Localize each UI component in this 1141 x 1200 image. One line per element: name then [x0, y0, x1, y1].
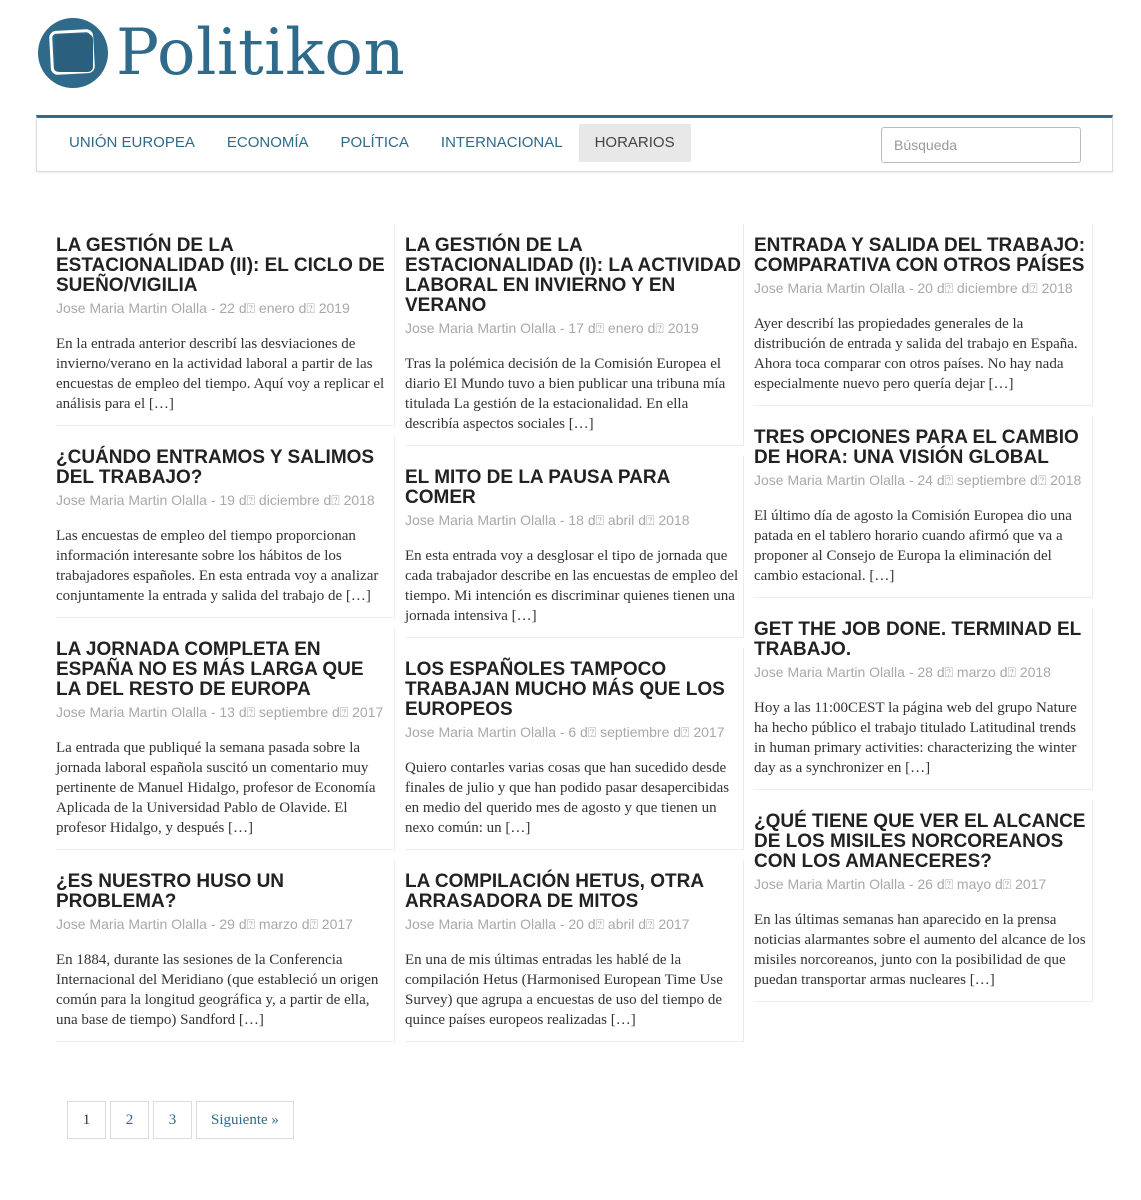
post-excerpt: Hoy a las 11:00CEST la página web del grupo Nature ha hecho público el trabajo titulado Latitudinal trends in human primary activities: characterizing the winter day as a synchronizer en […] — [754, 700, 1077, 776]
nav-item-economía[interactable]: ECONOMÍA — [226, 134, 309, 151]
post-title-link[interactable]: LOS ESPAÑOLES TAMPOCO TRABAJAN MUCHO MÁS QUE LOS EUROPEOS — [405, 659, 725, 720]
post-card — [56, 224, 395, 426]
post-excerpt: En la entrada anterior describí las desviaciones de invierno/verano en la actividad laboral a partir de las encuestas de empleo del tiempo. Aquí voy a replicar el análisis para el […] — [56, 336, 385, 412]
post-card — [405, 648, 744, 850]
post-title-link[interactable]: ¿CUÁNDO ENTRAMOS Y SALIMOS DEL TRABAJO? — [56, 447, 375, 488]
post-title-link[interactable]: GET THE JOB DONE. TERMINAD EL TRABAJO. — [754, 619, 1081, 660]
post-meta: Jose Maria Martin Olalla - 24 d⍰ septiembre d⍰ 2018 — [754, 472, 1082, 488]
post-meta: Jose Maria Martin Olalla - 26 d⍰ mayo d⍰ 2017 — [754, 876, 1047, 892]
post-meta: Jose Maria Martin Olalla - 22 d⍰ enero d⍰ 2019 — [56, 300, 350, 316]
nav-item-política[interactable]: POLÍTICA — [340, 134, 409, 151]
post-card — [754, 416, 1093, 598]
post-card — [754, 224, 1093, 406]
politikon-logo-icon — [38, 18, 108, 88]
post-card — [56, 628, 395, 850]
post-card — [56, 860, 395, 1042]
post-title-link[interactable]: ¿ES NUESTRO HUSO UN PROBLEMA? — [56, 871, 285, 912]
post-meta: Jose Maria Martin Olalla - 20 d⍰ diciembre d⍰ 2018 — [754, 280, 1073, 296]
main-navbar — [36, 115, 1113, 172]
site-name: Politikon — [116, 16, 406, 90]
post-meta: Jose Maria Martin Olalla - 13 d⍰ septiembre d⍰ 2017 — [56, 704, 384, 720]
post-meta: Jose Maria Martin Olalla - 18 d⍰ abril d⍰ 2018 — [405, 512, 690, 528]
post-excerpt: En 1884, durante las sesiones de la Conferencia Internacional del Meridiano (que estableció un origen común para la longitud geográfica y, a partir de ella, una base de tiempo) Sandford […] — [56, 952, 379, 1028]
page-link-2[interactable]: 2 — [110, 1101, 149, 1139]
post-excerpt: El último día de agosto la Comisión Europea dio una patada en el tablero horario cuando afirmó que va a proponer al Consejo de Europa la eliminación del cambio estacional. […] — [754, 508, 1072, 584]
post-title-link[interactable]: LA COMPILACIÓN HETUS, OTRA ARRASADORA DE MITOS — [405, 871, 704, 912]
nav-item-internacional[interactable]: INTERNACIONAL — [440, 134, 563, 151]
page-link-3[interactable]: 3 — [153, 1101, 192, 1139]
post-title-link[interactable]: LA JORNADA COMPLETA EN ESPAÑA NO ES MÁS LARGA QUE LA DEL RESTO DE EUROPA — [56, 639, 364, 700]
search-input[interactable] — [881, 127, 1081, 163]
page-link-1[interactable]: 1 — [67, 1101, 106, 1139]
post-card — [754, 608, 1093, 790]
post-column — [754, 224, 1093, 1052]
nav-item-unión-europea[interactable]: UNIÓN EUROPEA — [69, 134, 195, 151]
post-column — [56, 224, 395, 1052]
post-meta: Jose Maria Martin Olalla - 19 d⍰ diciembre d⍰ 2018 — [56, 492, 375, 508]
post-grid — [56, 224, 1096, 1052]
post-card — [754, 800, 1093, 1002]
post-excerpt: Tras la polémica decisión de la Comisión Europea el diario El Mundo tuvo a bien publicar una tribuna mía titulada La gestión de la estacionalidad. En ella describía aspectos sociales […] — [405, 356, 726, 432]
post-card — [405, 456, 744, 638]
post-card — [405, 860, 744, 1042]
post-column — [405, 224, 744, 1052]
site-logo[interactable] — [38, 18, 405, 88]
post-card — [405, 224, 744, 446]
post-meta: Jose Maria Martin Olalla - 28 d⍰ marzo d⍰ 2018 — [754, 664, 1051, 680]
nav-item-horarios[interactable]: HORARIOS — [579, 124, 691, 162]
post-excerpt: En esta entrada voy a desglosar el tipo de jornada que cada trabajador describe en las encuestas de empleo del tiempo. Mi intención es discriminar quienes tienen una jornada intensiva […] — [405, 548, 739, 624]
post-title-link[interactable]: TRES OPCIONES PARA EL CAMBIO DE HORA: UNA VISIÓN GLOBAL — [754, 427, 1079, 468]
nav-menu — [53, 124, 691, 162]
post-excerpt: Quiero contarles varias cosas que han sucedido desde finales de julio y que han podido pasar desapercibidas en medio del querido mes de agosto y que tienen un nexo común: un […] — [405, 760, 730, 836]
post-title-link[interactable]: LA GESTIÓN DE LA ESTACIONALIDAD (I): LA ACTIVIDAD LABORAL EN INVIERNO Y EN VERANO — [405, 235, 741, 316]
post-meta: Jose Maria Martin Olalla - 20 d⍰ abril d⍰ 2017 — [405, 916, 690, 932]
pagination — [67, 1101, 294, 1139]
post-meta: Jose Maria Martin Olalla - 17 d⍰ enero d⍰ 2019 — [405, 320, 699, 336]
post-title-link[interactable]: ¿QUÉ TIENE QUE VER EL ALCANCE DE LOS MISILES NORCOREANOS CON LOS AMANECERES? — [754, 811, 1086, 872]
post-excerpt: Ayer describí las propiedades generales de la distribución de entrada y salida del trabajo en España. Ahora toca comparar con otros países. No hay nada especialmente nuevo pero quería dejar […] — [754, 316, 1078, 392]
post-card — [56, 436, 395, 618]
post-meta: Jose Maria Martin Olalla - 29 d⍰ marzo d⍰ 2017 — [56, 916, 353, 932]
post-title-link[interactable]: EL MITO DE LA PAUSA PARA COMER — [405, 467, 670, 508]
post-excerpt: En las últimas semanas han aparecido en la prensa noticias alarmantes sobre el aumento del alcance de los misiles norcoreanos, junto con la posibilidad de que puedan transportar armas nucleares […] — [754, 912, 1086, 988]
next-page-link[interactable]: Siguiente » — [196, 1101, 294, 1139]
post-title-link[interactable]: ENTRADA Y SALIDA DEL TRABAJO: COMPARATIVA CON OTROS PAÍSES — [754, 235, 1086, 276]
post-excerpt: La entrada que publiqué la semana pasada sobre la jornada laboral española suscitó un comentario muy pertinente de Manuel Hidalgo, profesor de Economía Aplicada de la Universidad Pablo de Olavide. El profesor Hidalgo, y después […] — [56, 740, 376, 836]
post-excerpt: Las encuestas de empleo del tiempo proporcionan información interesante sobre los hábitos de los trabajadores españoles. En esta entrada voy a analizar conjuntamente la entrada y salida del trabajo de […] — [56, 528, 379, 604]
post-excerpt: En una de mis últimas entradas les hablé de la compilación Hetus (Harmonised European Time Use Survey) que agrupa a encuestas de uso del tiempo de quince países europeos realizadas […] — [405, 952, 723, 1028]
post-title-link[interactable]: LA GESTIÓN DE LA ESTACIONALIDAD (II): EL CICLO DE SUEÑO/VIGILIA — [56, 235, 385, 296]
post-meta: Jose Maria Martin Olalla - 6 d⍰ septiembre d⍰ 2017 — [405, 724, 725, 740]
